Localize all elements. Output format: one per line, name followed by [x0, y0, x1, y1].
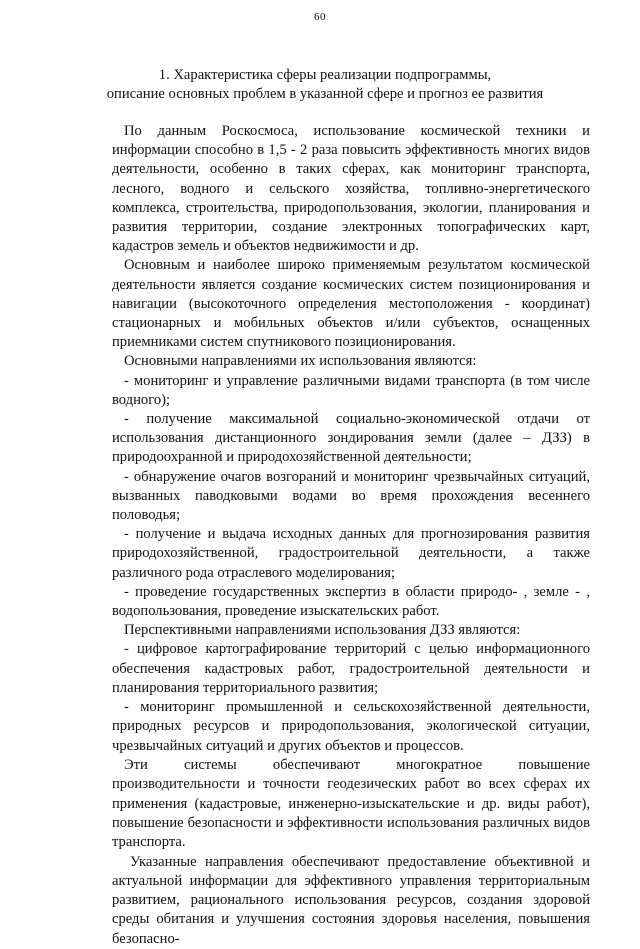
section-heading: [100, 66, 550, 104]
paragraph-positioning-systems: Основным и наиболее широко применяемым результатом космической деятельности является создание космических систем позиционирования и навигации (высокоточного определения местоположения - координат) стационарных и мобильных объектов и/или субъектов, оснащенных приемниками систем спутникового позиционирования.: [112, 257, 590, 351]
page-number: 60: [314, 11, 326, 23]
section-heading-line-2: описание основных проблем в указанной сфере и прогноз ее развития: [106, 86, 544, 102]
paragraph-prospective-directions-intro: Перспективными направлениями использования ДЗЗ являются:: [124, 622, 521, 639]
paragraph-directions-benefits: Указанные направления обеспечивают предоставление объективной и актуальной информации для эффективного управления территориальным развитием, рационального использования ресурсов, создания здоровой среды обитания и улучшения состояния здоровья населения, повышения безопасно-: [112, 853, 590, 947]
list-item-remote-sensing: - получение максимальной социально-экономической отдачи от использования дистанционного зондирования земли (далее – ДЗЗ) в природоохранной и природохозяйственной деятельности;: [112, 411, 590, 466]
list-item-monitoring: - мониторинг промышленной и сельскохозяйственной деятельности, природных ресурсов и природопользования, экологической ситуации, чрезвычайных ситуаций и других объектов и процессов.: [112, 699, 590, 754]
body-text: [112, 122, 590, 949]
list-item-transport: - мониторинг и управление различными видами транспорта (в том числе водного);: [112, 372, 590, 408]
paragraph-systems-benefits: Эти системы обеспечивают многократное повышение производительности и точности геодезических работ во всех сферах их применения (кадастровые, инженерно-изыскательские и др. виды работ), повышение безопасности и эффективности использования различных видов транспорта.: [112, 757, 590, 851]
list-item-forecast-data: - получение и выдача исходных данных для прогнозирования развития природохозяйственной, градостроительной деятельности, а также различного рода отраслевого моделирования;: [112, 526, 590, 581]
list-item-fire-detection: - обнаружение очагов возгораний и мониторинг чрезвычайных ситуаций, вызванных паводковыми водами во время прохождения весеннего половодья;: [112, 468, 590, 524]
section-heading-line-1: 1. Характеристика сферы реализации подпрограммы,: [158, 67, 492, 83]
paragraph-roscosmos: По данным Роскосмоса, использование космической техники и информации способно в 1,5 - 2 раза повысить эффективность многих видов деятельности, особенно в таких сферах, как мониторинг транспорта, лесного, водного и сельского хозяйства, топливно-энергетического комплекса, строительства, природопользования, экологии, планирования и развития территории, создание электронных топографических карт, кадастров земель и объектов недвижимости и др.: [112, 123, 590, 255]
list-item-state-expertise: - проведение государственных экспертиз в области природо- , земле - , водопользования, проведение изыскательских работ.: [112, 583, 590, 620]
paragraph-main-directions-intro: Основными направлениями их использования являются:: [124, 353, 477, 370]
list-item-digital-mapping: - цифровое картографирование территорий с целью информационного обеспечения кадастровых работ, градостроительной деятельности и планирования территориального развития;: [112, 641, 590, 696]
